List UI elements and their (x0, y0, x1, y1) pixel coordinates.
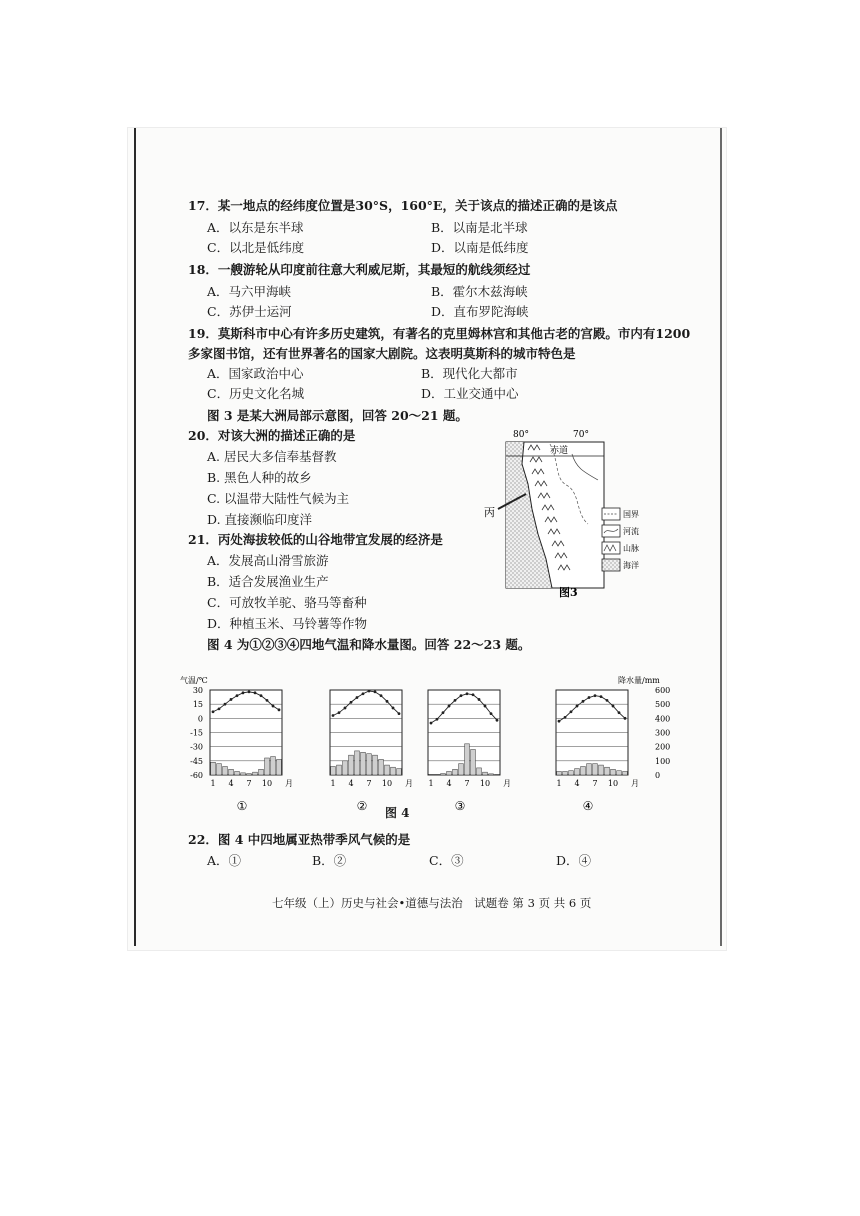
q19-option-b: B．现代化大都市 (421, 366, 518, 381)
month-tick-label: 7 (246, 779, 252, 788)
temperature-point (212, 710, 215, 713)
month-tick-label: 4 (574, 779, 580, 788)
q21-option-b: B．适合发展渔业生产 (207, 574, 329, 589)
temp-tick-label: 0 (197, 714, 203, 724)
precipitation-bar (575, 769, 580, 775)
precipitation-bar (447, 771, 452, 775)
temperature-point (570, 710, 573, 713)
month-tick-label: 7 (464, 779, 470, 788)
temperature-point (594, 694, 597, 697)
precipitation-bar (211, 762, 216, 775)
temperature-point (466, 692, 469, 695)
temperature-point (472, 693, 475, 696)
temperature-point (564, 716, 567, 719)
q19-option-c: C．历史文化名城 (207, 386, 305, 401)
temperature-point (576, 705, 579, 708)
precipitation-bar (355, 751, 360, 775)
precipitation-bar (217, 764, 222, 775)
temp-tick-label: -45 (190, 756, 203, 766)
precipitation-bar (265, 758, 270, 775)
temperature-point (588, 696, 591, 699)
precipitation-bar (557, 771, 562, 775)
temperature-point (344, 707, 347, 710)
q20-stem: 20．对该大洲的描述正确的是 (188, 428, 356, 443)
temperature-point (242, 691, 245, 694)
precipitation-bar (259, 769, 264, 775)
legend-border-label: 国界 (623, 510, 639, 519)
legend-mountain-label: 山脉 (623, 544, 639, 553)
figure-4-caption: 图 4 (385, 806, 410, 820)
temperature-point (460, 694, 463, 697)
precipitation-bar (429, 774, 434, 775)
precipitation-bar (367, 754, 372, 775)
precipitation-bar (599, 765, 604, 775)
q17-option-a: A．以东是东半球 (207, 220, 304, 235)
q21-stem: 21．丙处海拔较低的山谷地带宜发展的经济是 (188, 532, 443, 547)
precipitation-bar (617, 771, 622, 775)
temperature-point (618, 711, 621, 714)
temp-tick-label: -60 (190, 771, 203, 780)
precipitation-bar (247, 774, 252, 775)
temperature-point (362, 692, 365, 695)
precipitation-bar (593, 764, 598, 775)
q17-option-b: B．以南是北半球 (431, 220, 528, 235)
precip-tick-label: 600 (655, 686, 671, 695)
temperature-point (478, 698, 481, 701)
q20-option-b: B. 黑色人种的故乡 (207, 470, 312, 485)
precipitation-bar (471, 750, 476, 776)
temperature-point (442, 711, 445, 714)
precipitation-bar (379, 759, 384, 775)
precipitation-bar (373, 755, 378, 775)
temperature-point (484, 705, 487, 708)
q18-option-c: C．苏伊士运河 (207, 304, 292, 319)
month-tick-label: 10 (261, 779, 273, 788)
precipitation-bar (391, 767, 396, 775)
month-unit-label: 月 (405, 779, 413, 788)
q20-option-a: A. 居民大多信奉基督教 (207, 449, 337, 464)
q22-option-d: D．④ (556, 853, 592, 868)
temperature-point (260, 694, 263, 697)
temperature-point (266, 699, 269, 702)
page-footer: 七年级（上）历史与社会•道德与法治 试题卷 第 3 页 共 6 页 (272, 896, 592, 910)
temperature-point (338, 711, 341, 714)
temperature-point (278, 708, 281, 711)
q22-stem: 22．图 4 中四地属亚热带季风气候的是 (188, 832, 411, 847)
temperature-point (430, 722, 433, 725)
climate-panel-2 (330, 690, 413, 813)
precipitation-bar (477, 768, 482, 775)
q17-option-d: D．以南是低纬度 (431, 240, 529, 255)
precipitation-bar (229, 769, 234, 775)
temperature-point (224, 703, 227, 706)
precipitation-bar (605, 767, 610, 775)
panel-label: ① (236, 799, 248, 813)
q19-stem-line1: 19．莫斯科市中心有许多历史建筑，有著名的克里姆林宫和其他古老的宫殿。市内有1200 (188, 326, 691, 341)
temperature-point (356, 696, 359, 699)
q18-option-b: B．霍尔木兹海峡 (431, 284, 528, 299)
precipitation-bar (459, 764, 464, 775)
temperature-point (380, 694, 383, 697)
temperature-point (558, 720, 561, 723)
month-tick-label: 7 (366, 779, 372, 788)
temperature-point (332, 714, 335, 717)
q19-option-d: D．工业交通中心 (421, 386, 519, 401)
month-tick-label: 1 (210, 779, 216, 788)
q18-option-a: A．马六甲海峡 (207, 284, 292, 299)
q22-option-c: C．③ (429, 853, 464, 868)
precipitation-bar (563, 771, 568, 775)
q21-option-c: C．可放牧羊驼、骆马等畜种 (207, 595, 367, 610)
month-tick-label: 10 (381, 779, 393, 788)
temperature-point (606, 699, 609, 702)
month-tick-label: 1 (330, 779, 336, 788)
legend-river-label: 河流 (623, 527, 639, 536)
temperature-point (600, 695, 603, 698)
temp-tick-label: -15 (190, 728, 203, 738)
figure-3-map (480, 424, 670, 599)
temperature-point (218, 707, 221, 710)
q17-stem: 17．某一地点的经纬度位置是30°S，160°E，关于该点的描述正确的是该点 (188, 198, 618, 213)
temperature-point (436, 718, 439, 721)
precipitation-bar (623, 771, 628, 775)
precipitation-bar (337, 765, 342, 775)
temperature-point (612, 705, 615, 708)
precipitation-bar (465, 744, 470, 775)
temperature-point (386, 700, 389, 703)
precip-tick-label: 400 (655, 714, 671, 724)
climate-panel-4 (556, 690, 639, 813)
climate-panel-1 (210, 690, 293, 813)
panel-label: ④ (582, 799, 594, 813)
q18-stem: 18．一艘游轮从印度前往意大利威尼斯，其最短的航线须经过 (188, 262, 531, 277)
precipitation-bar (385, 765, 390, 775)
panel-label: ③ (454, 799, 466, 813)
precipitation-bar (277, 759, 282, 775)
q22-option-a: A．① (207, 853, 242, 868)
figure-4-climate-charts (180, 668, 700, 826)
temperature-point (230, 698, 233, 701)
precipitation-bar (483, 772, 488, 775)
q21-option-a: A．发展高山滑雪旅游 (207, 553, 329, 568)
precipitation-bar (223, 767, 228, 776)
month-tick-label: 1 (428, 779, 434, 788)
temperature-point (254, 691, 257, 694)
precipitation-bar (435, 774, 440, 775)
legend-ocean-swatch (602, 559, 620, 571)
legend-mountain-swatch (602, 542, 620, 554)
fig3-intro: 图 3 是某大洲局部示意图，回答 20～21 题。 (207, 408, 468, 423)
climate-panels (210, 690, 639, 813)
temperature-point (272, 705, 275, 708)
precipitation-bar (235, 771, 240, 775)
q19-stem-line2: 多家图书馆，还有世界著名的国家大剧院。这表明莫斯科的城市特色是 (188, 346, 576, 361)
temperature-point (448, 705, 451, 708)
temp-tick-label: 15 (192, 700, 203, 710)
month-tick-label: 4 (348, 779, 354, 788)
q18-option-d: D．直布罗陀海峡 (431, 304, 529, 319)
precipitation-bar (489, 774, 494, 775)
q22-option-b: B．② (312, 853, 347, 868)
q17-option-c: C．以北是低纬度 (207, 240, 305, 255)
precipitation-bar (253, 772, 258, 775)
month-tick-label: 10 (479, 779, 491, 788)
temperature-point (490, 712, 493, 715)
precip-tick-label: 100 (655, 756, 671, 766)
temperature-ticks (190, 686, 203, 780)
precipitation-bar (569, 771, 574, 775)
q20-option-d: D. 直接濒临印度洋 (207, 512, 313, 527)
fold-line (720, 128, 722, 946)
equator-label: 赤道 (550, 446, 569, 456)
month-unit-label: 月 (285, 779, 293, 788)
month-tick-label: 1 (556, 779, 562, 788)
precipitation-bar (611, 769, 616, 775)
month-unit-label: 月 (503, 779, 511, 788)
precipitation-bar (361, 752, 366, 775)
month-unit-label: 月 (631, 779, 639, 788)
temperature-point (392, 707, 395, 710)
temperature-point (248, 690, 251, 693)
climate-panel-3 (428, 690, 511, 813)
q21-option-d: D．种植玉米、马铃薯等作物 (207, 616, 368, 631)
precip-tick-label: 500 (655, 700, 671, 710)
q20-option-c: C. 以温带大陆性气候为主 (207, 491, 350, 506)
temp-tick-label: 30 (192, 686, 203, 695)
lon-80-label: 80° (513, 430, 529, 440)
temp-tick-label: -30 (190, 742, 203, 752)
temperature-point (582, 700, 585, 703)
figure-3-caption: 图3 (559, 586, 578, 599)
temperature-point (374, 690, 377, 693)
precipitation-bar (241, 773, 246, 775)
precip-tick-label: 0 (655, 771, 661, 780)
precipitation-bar (343, 761, 348, 775)
precipitation-axis-label: 降水量/mm (618, 676, 660, 685)
month-tick-label: 10 (607, 779, 619, 788)
precipitation-bar (453, 769, 458, 775)
precipitation-bar (495, 774, 500, 775)
precip-tick-label: 300 (655, 728, 671, 738)
lon-70-label: 70° (573, 430, 589, 440)
temperature-point (496, 719, 499, 722)
temperature-point (624, 717, 627, 720)
precipitation-bar (587, 764, 592, 775)
bing-label: 丙 (484, 506, 495, 519)
temperature-point (454, 699, 457, 702)
precipitation-bar (397, 769, 402, 775)
temperature-axis-label: 气温/℃ (180, 676, 208, 685)
precipitation-bar (349, 755, 354, 775)
temperature-point (350, 701, 353, 704)
precip-tick-label: 200 (655, 742, 671, 752)
precipitation-ticks (655, 686, 670, 780)
month-tick-label: 4 (228, 779, 234, 788)
temperature-point (236, 694, 239, 697)
binding-line (134, 128, 136, 946)
month-tick-label: 4 (446, 779, 452, 788)
temperature-point (398, 712, 401, 715)
precipitation-bar (441, 774, 446, 775)
legend-ocean-label: 海洋 (623, 561, 639, 570)
precipitation-bar (271, 757, 276, 775)
precipitation-bar (331, 767, 336, 776)
month-tick-label: 7 (592, 779, 598, 788)
fig4-intro: 图 4 为①②③④四地气温和降水量图。回答 22～23 题。 (207, 637, 531, 652)
panel-label: ② (356, 799, 368, 813)
q19-option-a: A．国家政治中心 (207, 366, 304, 381)
temperature-point (368, 690, 371, 693)
precipitation-bar (581, 767, 586, 776)
